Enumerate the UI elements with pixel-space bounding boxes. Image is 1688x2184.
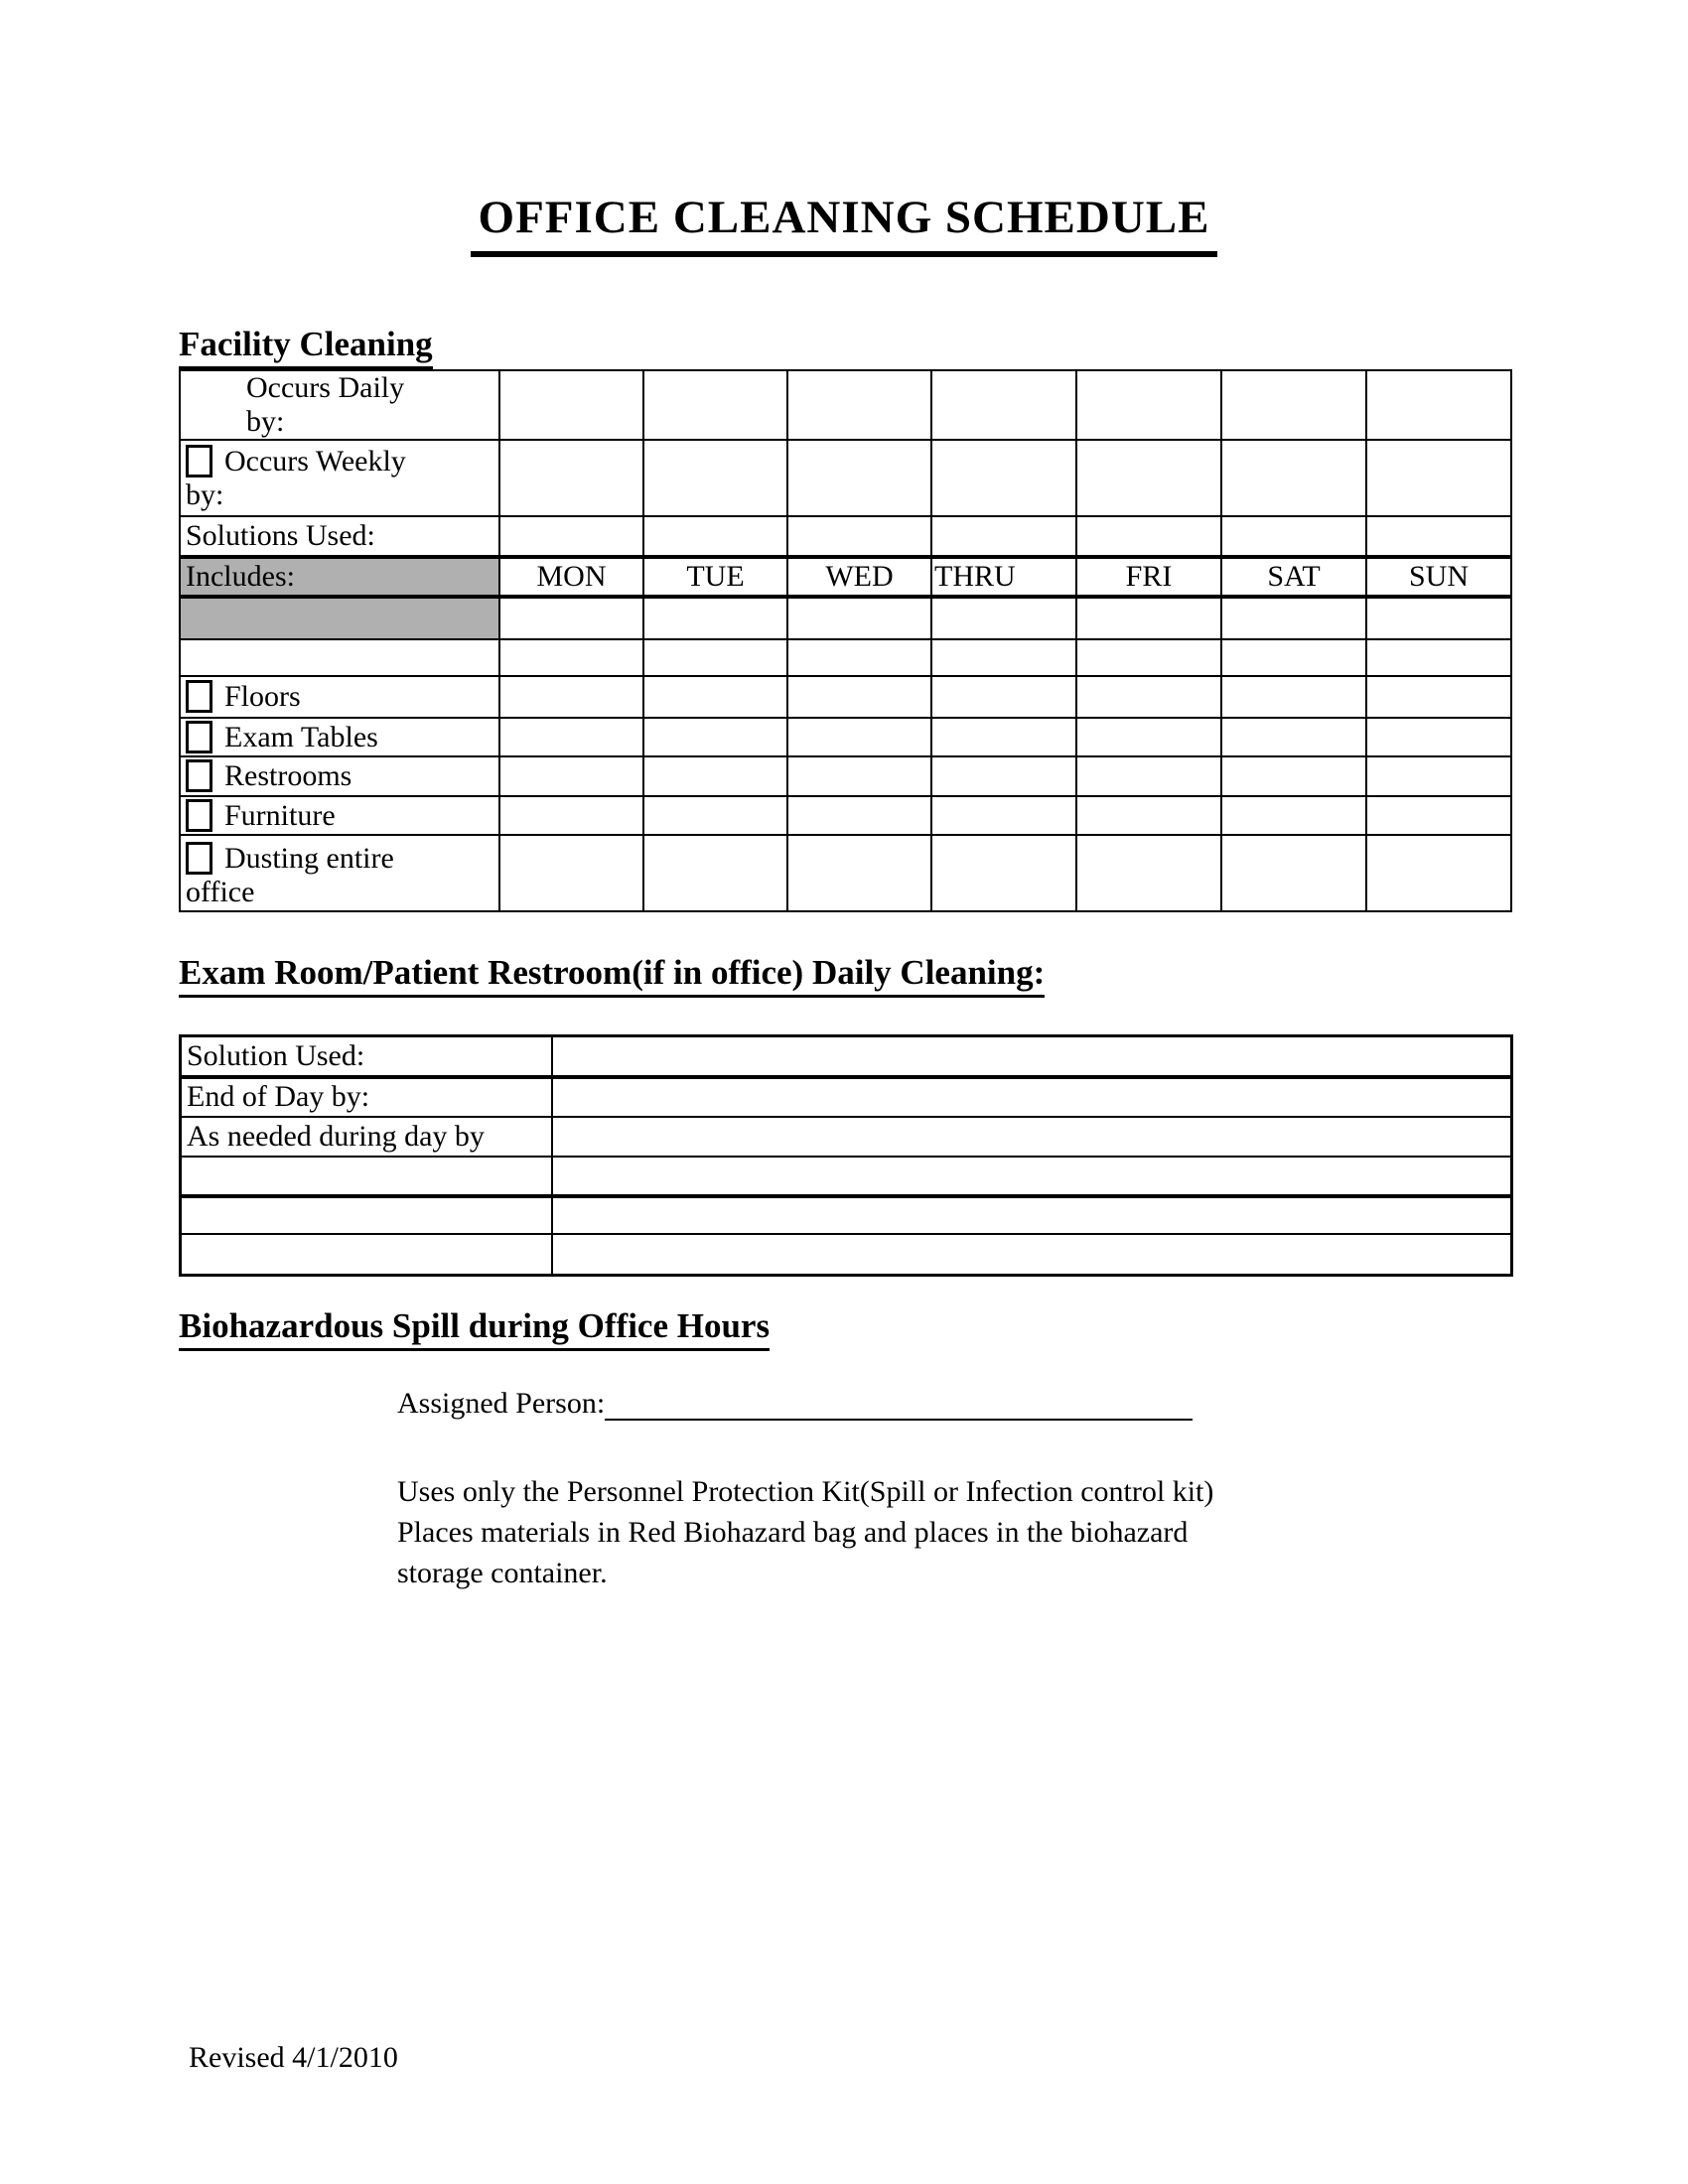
- day-cell[interactable]: [1366, 370, 1511, 440]
- document-title: OFFICE CLEANING SCHEDULE: [471, 191, 1218, 257]
- day-cell[interactable]: [931, 796, 1076, 835]
- solutions-used-label: Solutions Used:: [180, 516, 499, 557]
- day-cell[interactable]: [1076, 370, 1221, 440]
- floors-checkbox[interactable]: [186, 680, 212, 713]
- exam-room-heading: Exam Room/Patient Restroom(if in office) Daily Cleaning:: [179, 953, 1045, 998]
- day-cell[interactable]: [1076, 516, 1221, 557]
- day-header-fri: FRI: [1076, 557, 1221, 597]
- day-cell[interactable]: [1221, 639, 1366, 676]
- day-cell[interactable]: [787, 370, 931, 440]
- day-cell[interactable]: [643, 796, 787, 835]
- table-row: [180, 370, 1511, 440]
- instruction-line: storage container.: [397, 1557, 608, 1589]
- gray-spacer-cell: [180, 597, 499, 639]
- day-cell[interactable]: [1221, 718, 1366, 756]
- table-row: [181, 1036, 1512, 1077]
- day-cell[interactable]: [499, 597, 643, 639]
- checklist-item-label: Floors: [224, 680, 301, 713]
- day-cell[interactable]: [787, 440, 931, 516]
- table-row: [181, 1117, 1512, 1157]
- day-cell[interactable]: [931, 516, 1076, 557]
- day-cell[interactable]: [499, 835, 643, 911]
- blank-label-cell[interactable]: [181, 1157, 552, 1196]
- day-cell[interactable]: [499, 756, 643, 796]
- day-cell[interactable]: [1076, 796, 1221, 835]
- table-row: [180, 597, 1511, 639]
- day-cell[interactable]: [1076, 597, 1221, 639]
- day-header-row: [180, 557, 1511, 597]
- exam-tables-checkbox[interactable]: [186, 721, 212, 753]
- value-cell[interactable]: [552, 1196, 1512, 1234]
- day-cell[interactable]: [1221, 796, 1366, 835]
- blank-label-cell[interactable]: [180, 639, 499, 676]
- day-header-sat: SAT: [1221, 557, 1366, 597]
- value-cell[interactable]: [552, 1036, 1512, 1077]
- day-cell[interactable]: [643, 597, 787, 639]
- end-of-day-label: End of Day by:: [181, 1077, 552, 1117]
- checklist-row: [180, 756, 1511, 796]
- checklist-row: [180, 676, 1511, 718]
- day-header-mon: MON: [499, 557, 643, 597]
- facility-cleaning-table: [179, 369, 1512, 912]
- day-cell[interactable]: [499, 676, 643, 718]
- value-cell[interactable]: [552, 1157, 1512, 1196]
- day-cell[interactable]: [499, 639, 643, 676]
- day-cell[interactable]: [931, 597, 1076, 639]
- blank-label-cell[interactable]: [181, 1196, 552, 1234]
- value-cell[interactable]: [552, 1077, 1512, 1117]
- checklist-row: [180, 796, 1511, 835]
- assigned-person-label: Assigned Person:: [397, 1387, 606, 1420]
- checklist-row: [180, 718, 1511, 756]
- table-row: [181, 1196, 1512, 1234]
- as-needed-label: As needed during day by: [181, 1117, 552, 1157]
- day-cell[interactable]: [1366, 516, 1511, 557]
- table-row: [180, 639, 1511, 676]
- day-cell[interactable]: [1221, 516, 1366, 557]
- solution-used-label: Solution Used:: [181, 1036, 552, 1077]
- table-row: [181, 1157, 1512, 1196]
- checklist-row: [180, 835, 1511, 911]
- furniture-checkbox[interactable]: [186, 799, 212, 832]
- biohazard-heading: Biohazardous Spill during Office Hours: [179, 1306, 770, 1351]
- day-cell[interactable]: [1366, 676, 1511, 718]
- day-cell[interactable]: [931, 639, 1076, 676]
- day-cell[interactable]: [787, 756, 931, 796]
- day-cell[interactable]: [931, 370, 1076, 440]
- revision-note: Revised 4/1/2010: [189, 2041, 398, 2074]
- day-cell[interactable]: [1366, 718, 1511, 756]
- table-row: [181, 1077, 1512, 1117]
- day-cell[interactable]: [643, 835, 787, 911]
- table-row: [180, 516, 1511, 557]
- day-cell[interactable]: [643, 370, 787, 440]
- table-row: [180, 440, 1511, 516]
- day-header-thru: THRU: [931, 557, 1076, 597]
- day-cell[interactable]: [499, 440, 643, 516]
- value-cell[interactable]: [552, 1117, 1512, 1157]
- day-cell[interactable]: [931, 835, 1076, 911]
- day-header-tue: TUE: [643, 557, 787, 597]
- day-cell[interactable]: [1366, 756, 1511, 796]
- day-cell[interactable]: [499, 516, 643, 557]
- occurs-daily-label: Occurs Daily by:: [180, 370, 499, 440]
- day-cell[interactable]: [1221, 370, 1366, 440]
- day-cell[interactable]: [1076, 440, 1221, 516]
- day-cell[interactable]: [787, 835, 931, 911]
- day-cell[interactable]: [1076, 756, 1221, 796]
- exam-room-table: [179, 1034, 1513, 1277]
- day-cell[interactable]: [1366, 597, 1511, 639]
- day-cell[interactable]: [931, 440, 1076, 516]
- value-cell[interactable]: [552, 1234, 1512, 1276]
- day-cell[interactable]: [643, 718, 787, 756]
- day-cell[interactable]: [1221, 440, 1366, 516]
- day-cell[interactable]: [1076, 639, 1221, 676]
- dusting-checkbox[interactable]: [186, 842, 212, 875]
- restrooms-checkbox[interactable]: [186, 759, 212, 792]
- day-cell[interactable]: [787, 639, 931, 676]
- day-cell[interactable]: [643, 440, 787, 516]
- day-cell[interactable]: [931, 718, 1076, 756]
- day-cell[interactable]: [499, 718, 643, 756]
- day-cell[interactable]: [643, 676, 787, 718]
- day-cell[interactable]: [1221, 835, 1366, 911]
- day-header-wed: WED: [787, 557, 931, 597]
- day-cell[interactable]: [1076, 718, 1221, 756]
- checklist-item-label: Furniture: [224, 798, 336, 832]
- blank-label-cell[interactable]: [181, 1234, 552, 1276]
- day-cell[interactable]: [643, 516, 787, 557]
- day-cell[interactable]: [931, 756, 1076, 796]
- biohazard-instructions: [397, 1471, 1213, 1593]
- day-header-sun: SUN: [1366, 557, 1511, 597]
- table-row: [181, 1234, 1512, 1276]
- assigned-person-row: [397, 1387, 1193, 1421]
- assigned-person-field[interactable]: [605, 1387, 1193, 1421]
- day-cell[interactable]: [1076, 835, 1221, 911]
- day-cell[interactable]: [1076, 676, 1221, 718]
- day-cell[interactable]: [1366, 440, 1511, 516]
- checklist-item-label: Dusting entire office: [186, 842, 394, 908]
- checklist-item-label: Exam Tables: [224, 720, 378, 753]
- day-cell[interactable]: [787, 516, 931, 557]
- day-cell[interactable]: [1366, 639, 1511, 676]
- day-cell[interactable]: [787, 597, 931, 639]
- occurs-weekly-checkbox[interactable]: [186, 445, 212, 478]
- day-cell[interactable]: [931, 676, 1076, 718]
- instruction-line: Places materials in Red Biohazard bag and places in the biohazard: [397, 1516, 1189, 1549]
- day-cell[interactable]: [643, 756, 787, 796]
- day-cell[interactable]: [1366, 835, 1511, 911]
- occurs-weekly-label: Occurs Weekly by:: [186, 444, 406, 511]
- includes-label: Includes:: [180, 557, 499, 597]
- facility-cleaning-heading: Facility Cleaning: [179, 325, 433, 369]
- title-wrap: [0, 191, 1688, 257]
- checklist-item-label: Restrooms: [224, 759, 352, 792]
- day-cell[interactable]: [787, 676, 931, 718]
- day-cell[interactable]: [1366, 796, 1511, 835]
- day-cell[interactable]: [499, 796, 643, 835]
- day-cell[interactable]: [499, 370, 643, 440]
- day-cell[interactable]: [1221, 676, 1366, 718]
- day-cell[interactable]: [787, 718, 931, 756]
- day-cell[interactable]: [1221, 597, 1366, 639]
- day-cell[interactable]: [787, 796, 931, 835]
- day-cell[interactable]: [643, 639, 787, 676]
- instruction-line: Uses only the Personnel Protection Kit(Spill or Infection control kit): [397, 1475, 1214, 1508]
- day-cell[interactable]: [1221, 756, 1366, 796]
